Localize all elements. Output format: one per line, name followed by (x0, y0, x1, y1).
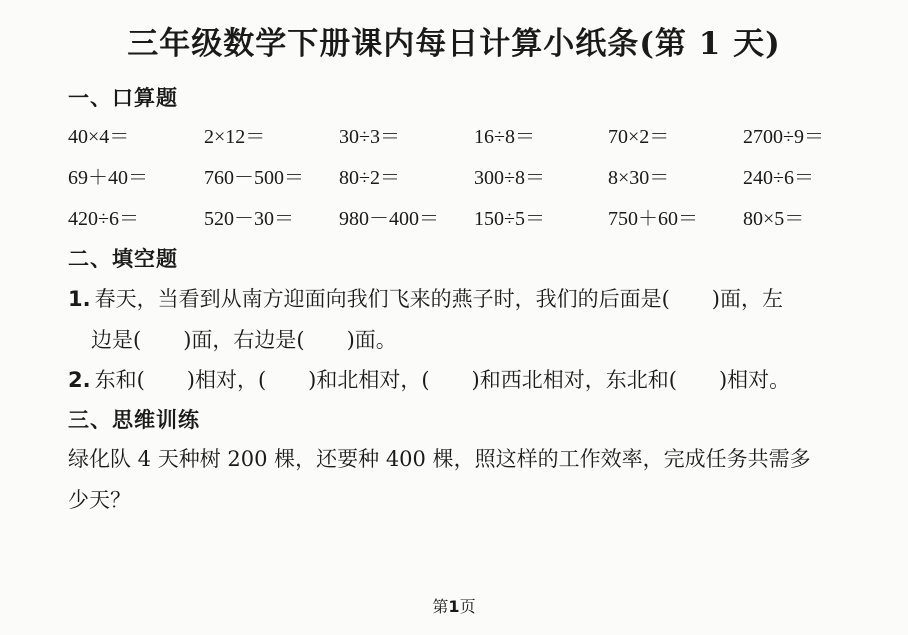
section-heading-thinking-training: 三、思维训练 (68, 408, 200, 432)
question-1-line-2: 边是( )面，右边是( )面。 (91, 328, 397, 352)
oral-problem: 70×2＝ (608, 126, 670, 148)
oral-problem: 980－400＝ (339, 208, 439, 230)
question-2 (68, 364, 790, 394)
oral-problem: 240÷6＝ (743, 167, 814, 189)
oral-problem: 150÷5＝ (474, 208, 545, 230)
section-heading-fill-in-blank: 二、填空题 (68, 247, 178, 271)
page-number (0, 594, 908, 617)
oral-problem: 760－500＝ (204, 167, 304, 189)
oral-row (68, 120, 868, 148)
question-number: 1. (68, 287, 91, 311)
oral-problem: 80÷2＝ (339, 167, 400, 189)
oral-problem: 420÷6＝ (68, 208, 139, 230)
thinking-problem-line-2: 少天？ (68, 488, 131, 512)
oral-problem: 16÷8＝ (474, 126, 535, 148)
thinking-problem-line-1: 绿化队 4 天种树 200 棵，还要种 400 棵，照这样的工作效率，完成任务共需多 (68, 447, 811, 471)
oral-problem: 30÷3＝ (339, 126, 400, 148)
oral-row (68, 202, 868, 230)
section-heading-oral-calculation: 一、口算题 (68, 86, 178, 110)
question-1-line-1 (68, 283, 783, 313)
question-text: 东和( )相对，( )和北相对，( )和西北相对，东北和( )相对。 (94, 368, 791, 392)
oral-problem: 80×5＝ (743, 208, 805, 230)
oral-row (68, 161, 868, 189)
oral-problem: 750＋60＝ (608, 208, 698, 230)
page-number-suffix: 页 (459, 597, 476, 616)
oral-problem: 2700÷9＝ (743, 126, 824, 148)
question-number: 2. (68, 368, 91, 392)
question-text: 春天，当看到从南方迎面向我们飞来的燕子时，我们的后面是( )面，左 (94, 287, 783, 311)
oral-problem: 8×30＝ (608, 167, 670, 189)
oral-problem: 2×12＝ (204, 126, 266, 148)
oral-problem: 300÷8＝ (474, 167, 545, 189)
page-number-value: 1 (448, 597, 460, 616)
page-number-prefix: 第 (432, 597, 449, 616)
oral-problem: 69＋40＝ (68, 167, 148, 189)
oral-problem: 40×4＝ (68, 126, 130, 148)
oral-problem: 520－30＝ (204, 208, 294, 230)
page-title: 三年级数学下册课内每日计算小纸条(第 1 天) (127, 26, 781, 62)
